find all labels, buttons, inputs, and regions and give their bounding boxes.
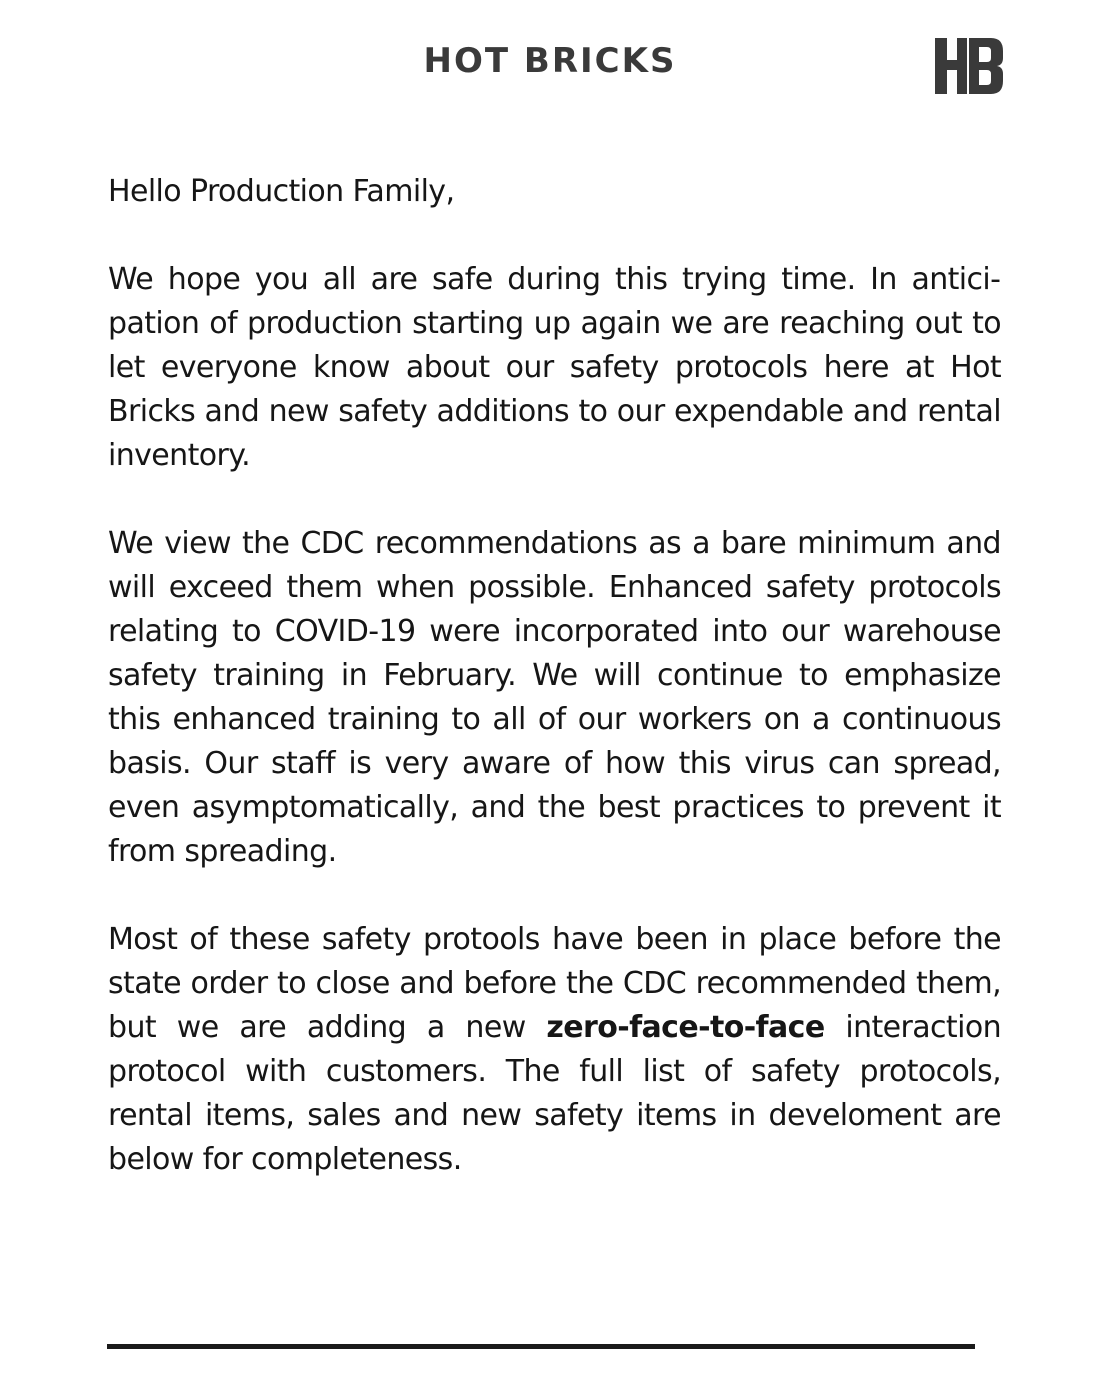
page-title: HOT BRICKS [423,41,677,81]
letter-body [108,170,1001,1226]
zero-face-to-face-emphasis: zero-face-to-face [546,1010,825,1045]
paragraph-protocols-part-1: Most of these safety protools have been in place before the state order to close and before the CDC recommended them, but we are adding a new [108,922,1001,1045]
paragraph-cdc: We view the CDC recommendations as a bare minimum and will exceed them when possible. Enhanced safety protocols relating to COVID-19 were incorporated into our warehouse safety training in February. We will continue to emphasize this enhanced training to all of our workers on a continuous basis. Our staff is very aware of how this virus can spread, even asymptomatically, and the best practices to prevent it from spreading. [108,526,1001,869]
footer-divider [107,1344,975,1349]
paragraph-protocols [108,918,1001,1182]
letter-greeting: Hello Production Family, [108,174,455,209]
paragraph-protocols-part-2: interaction protocol with customers. The full list of safety protocols, rental items, sales and new safety items in develoment are below for completeness. [108,1010,1001,1177]
hb-logo-icon [935,38,1003,94]
paragraph-intro: We hope you all are safe during this trying time. In anticipation of production starting up again we are reaching out to let everyone know about our safety protocols here at Hot Bricks and new safety additions to our expendable and rental inventory. [108,262,1001,473]
